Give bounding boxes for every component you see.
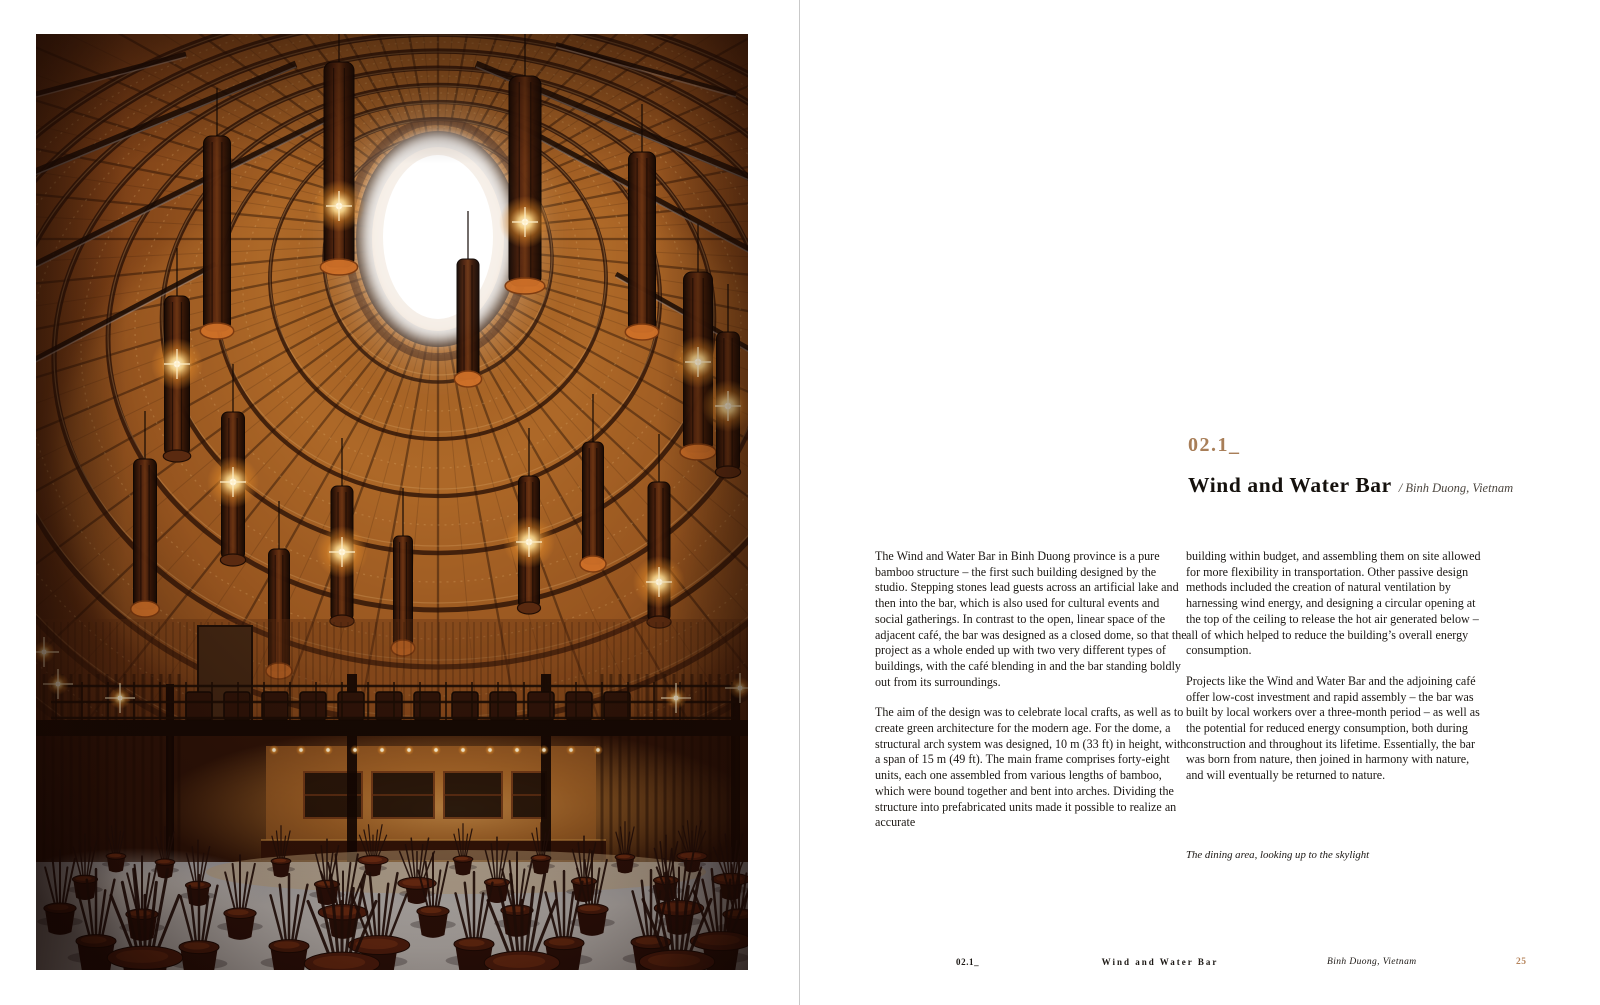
footer-title: Wind and Water Bar [1101, 957, 1219, 967]
body-column-1 [875, 549, 1187, 846]
section-number: 02.1_ [1188, 434, 1241, 456]
paragraph: The Wind and Water Bar in Binh Duong province is a pure bamboo structure – the first such building designed by the studio. Stepping stones lead guests across an artificial lake and then into the bar, which is also used for cultural events and social gatherings. In contrast to the open, linear space of the adjacent café, the bar was designed as a closed dome, so that the project as a whole ended up with two very different types of buildings, with the café blending in and the bar standing boldly out from its surroundings. [875, 549, 1187, 689]
page-gutter-divider [799, 0, 800, 1005]
page-number: 25 [1516, 957, 1527, 967]
chapter-title-row [1188, 473, 1588, 498]
bamboo-dome-photo [36, 34, 748, 970]
paragraph: Projects like the Wind and Water Bar and the adjoining café offer low-cost investment and rapid assembly – the bar was built by local workers over a three-month period – as well as the potential for reduced energy consumption, both during construction and throughout its lifetime. Essentially, the bar was born from nature, then joined in harmony with nature, and will eventually be returned to nature. [1186, 673, 1480, 783]
photo-dining-area [36, 34, 748, 970]
footer-section-number: 02.1_ [956, 957, 980, 967]
paragraph: building within budget, and assembling them on site allowed for more flexibility in transportation. Other passive design methods included the creation of natural ventilation by harnessing wind energy, and designing a circular opening at the top of the ceiling to release the hot air generated below – all of which helped to reduce the building’s overall energy consumption. [1186, 549, 1481, 658]
footer-location: Binh Duong, Vietnam [1327, 957, 1417, 967]
chapter-location: / Binh Duong, Vietnam [1398, 481, 1514, 495]
photo-caption: The dining area, looking up to the skylight [1186, 849, 1370, 861]
photo-render-layers [36, 34, 748, 970]
paragraph: The aim of the design was to celebrate local crafts, as well as to create green architecture for the modern age. For the dome, a structural arch system was designed, 10 m (33 ft) in height, with a span of 15 m (49 ft). The main frame comprises forty-eight units, each one assembled from various lengths of bamboo, which were bound together and bent into arches. Dividing the structure into prefabricated units made it possible to realize an accurate [875, 705, 1187, 830]
chapter-title: Wind and Water Bar [1188, 473, 1392, 497]
body-column-2 [1186, 549, 1486, 799]
